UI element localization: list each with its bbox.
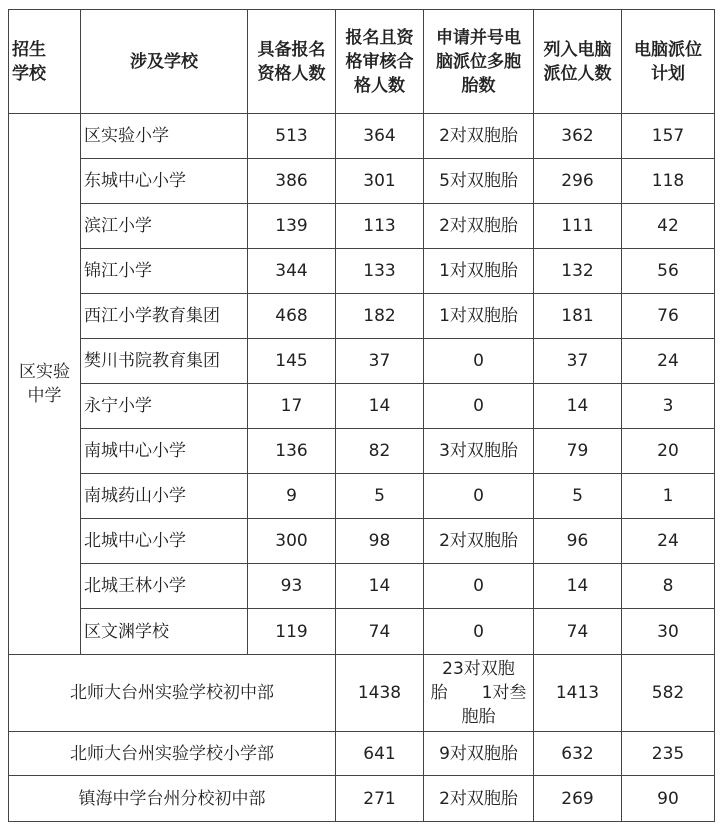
eligible-count: 17 bbox=[248, 384, 336, 429]
plan-count: 30 bbox=[622, 609, 715, 655]
table-row bbox=[9, 429, 715, 474]
qualified-count: 133 bbox=[336, 249, 424, 294]
school-name: 北师大台州实验学校初中部 bbox=[9, 655, 336, 732]
multiple-births: 3对双胞胎 bbox=[424, 429, 534, 474]
school-name: 北城中心小学 bbox=[81, 519, 248, 564]
school-name: 南城药山小学 bbox=[81, 474, 248, 519]
header-row bbox=[9, 10, 715, 114]
multiple-births: 2对双胞胎 bbox=[424, 204, 534, 249]
table-row bbox=[9, 114, 715, 159]
plan-count: 8 bbox=[622, 564, 715, 609]
multiple-births: 0 bbox=[424, 564, 534, 609]
school-name: 锦江小学 bbox=[81, 249, 248, 294]
school-name: 滨江小学 bbox=[81, 204, 248, 249]
included-count: 37 bbox=[534, 339, 622, 384]
included-count: 5 bbox=[534, 474, 622, 519]
eligible-count: 9 bbox=[248, 474, 336, 519]
school-name: 北城王林小学 bbox=[81, 564, 248, 609]
school-name: 区文渊学校 bbox=[81, 609, 248, 655]
plan-count: 1 bbox=[622, 474, 715, 519]
multiple-births: 2对双胞胎 bbox=[424, 776, 534, 822]
plan-count: 24 bbox=[622, 519, 715, 564]
table-row bbox=[9, 655, 715, 732]
header-qualified: 报名且资 格审核合 格人数 bbox=[336, 10, 424, 114]
plan-count: 56 bbox=[622, 249, 715, 294]
multiple-births: 1对双胞胎 bbox=[424, 249, 534, 294]
plan-count: 235 bbox=[622, 732, 715, 776]
school-name: 镇海中学台州分校初中部 bbox=[9, 776, 336, 822]
table-row bbox=[9, 519, 715, 564]
qualified-count: 271 bbox=[336, 776, 424, 822]
header-plan: 电脑派位 计划 bbox=[622, 10, 715, 114]
qualified-count: 37 bbox=[336, 339, 424, 384]
included-count: 632 bbox=[534, 732, 622, 776]
included-count: 269 bbox=[534, 776, 622, 822]
included-count: 74 bbox=[534, 609, 622, 655]
school-name: 东城中心小学 bbox=[81, 159, 248, 204]
header-multiple-births: 申请并号电 脑派位多胞 胎数 bbox=[424, 10, 534, 114]
included-count: 296 bbox=[534, 159, 622, 204]
qualified-count: 82 bbox=[336, 429, 424, 474]
table-row bbox=[9, 159, 715, 204]
qualified-count: 5 bbox=[336, 474, 424, 519]
multiple-births: 9对双胞胎 bbox=[424, 732, 534, 776]
eligible-count: 93 bbox=[248, 564, 336, 609]
qualified-count: 1438 bbox=[336, 655, 424, 732]
school-name: 南城中心小学 bbox=[81, 429, 248, 474]
table-row bbox=[9, 609, 715, 655]
eligible-count: 139 bbox=[248, 204, 336, 249]
eligible-count: 119 bbox=[248, 609, 336, 655]
header-eligible: 具备报名 资格人数 bbox=[248, 10, 336, 114]
school-name: 区实验小学 bbox=[81, 114, 248, 159]
enrollment-table bbox=[8, 9, 715, 822]
qualified-count: 74 bbox=[336, 609, 424, 655]
header-related-school: 涉及学校 bbox=[81, 10, 248, 114]
included-count: 181 bbox=[534, 294, 622, 339]
table-row bbox=[9, 204, 715, 249]
table-row bbox=[9, 776, 715, 822]
qualified-count: 14 bbox=[336, 384, 424, 429]
plan-count: 42 bbox=[622, 204, 715, 249]
table-row bbox=[9, 294, 715, 339]
school-name: 樊川书院教育集团 bbox=[81, 339, 248, 384]
school-name: 西江小学教育集团 bbox=[81, 294, 248, 339]
qualified-count: 364 bbox=[336, 114, 424, 159]
school-name: 北师大台州实验学校小学部 bbox=[9, 732, 336, 776]
plan-count: 24 bbox=[622, 339, 715, 384]
table-row bbox=[9, 249, 715, 294]
multiple-births: 0 bbox=[424, 609, 534, 655]
eligible-count: 386 bbox=[248, 159, 336, 204]
table-row bbox=[9, 474, 715, 519]
group-school-cell: 区实验 中学 bbox=[9, 114, 81, 655]
included-count: 96 bbox=[534, 519, 622, 564]
qualified-count: 98 bbox=[336, 519, 424, 564]
plan-count: 118 bbox=[622, 159, 715, 204]
included-count: 14 bbox=[534, 564, 622, 609]
plan-count: 90 bbox=[622, 776, 715, 822]
qualified-count: 113 bbox=[336, 204, 424, 249]
qualified-count: 14 bbox=[336, 564, 424, 609]
multiple-births: 5对双胞胎 bbox=[424, 159, 534, 204]
multiple-births: 0 bbox=[424, 339, 534, 384]
multiple-births: 2对双胞胎 bbox=[424, 114, 534, 159]
included-count: 111 bbox=[534, 204, 622, 249]
eligible-count: 300 bbox=[248, 519, 336, 564]
eligible-count: 136 bbox=[248, 429, 336, 474]
included-count: 1413 bbox=[534, 655, 622, 732]
multiple-births: 2对双胞胎 bbox=[424, 519, 534, 564]
qualified-count: 641 bbox=[336, 732, 424, 776]
eligible-count: 145 bbox=[248, 339, 336, 384]
header-included: 列入电脑 派位人数 bbox=[534, 10, 622, 114]
qualified-count: 301 bbox=[336, 159, 424, 204]
multiple-births: 23对双胞 胎 1对叁 胞胎 bbox=[424, 655, 534, 732]
multiple-births: 1对双胞胎 bbox=[424, 294, 534, 339]
multiple-births: 0 bbox=[424, 384, 534, 429]
school-name: 永宁小学 bbox=[81, 384, 248, 429]
table-row bbox=[9, 384, 715, 429]
qualified-count: 182 bbox=[336, 294, 424, 339]
header-enroll-school: 招生 学校 bbox=[9, 10, 81, 114]
eligible-count: 513 bbox=[248, 114, 336, 159]
included-count: 132 bbox=[534, 249, 622, 294]
plan-count: 20 bbox=[622, 429, 715, 474]
included-count: 362 bbox=[534, 114, 622, 159]
eligible-count: 344 bbox=[248, 249, 336, 294]
plan-count: 3 bbox=[622, 384, 715, 429]
included-count: 14 bbox=[534, 384, 622, 429]
plan-count: 157 bbox=[622, 114, 715, 159]
included-count: 79 bbox=[534, 429, 622, 474]
table-row bbox=[9, 564, 715, 609]
multiple-births: 0 bbox=[424, 474, 534, 519]
table-row bbox=[9, 339, 715, 384]
plan-count: 582 bbox=[622, 655, 715, 732]
table-row bbox=[9, 732, 715, 776]
eligible-count: 468 bbox=[248, 294, 336, 339]
plan-count: 76 bbox=[622, 294, 715, 339]
